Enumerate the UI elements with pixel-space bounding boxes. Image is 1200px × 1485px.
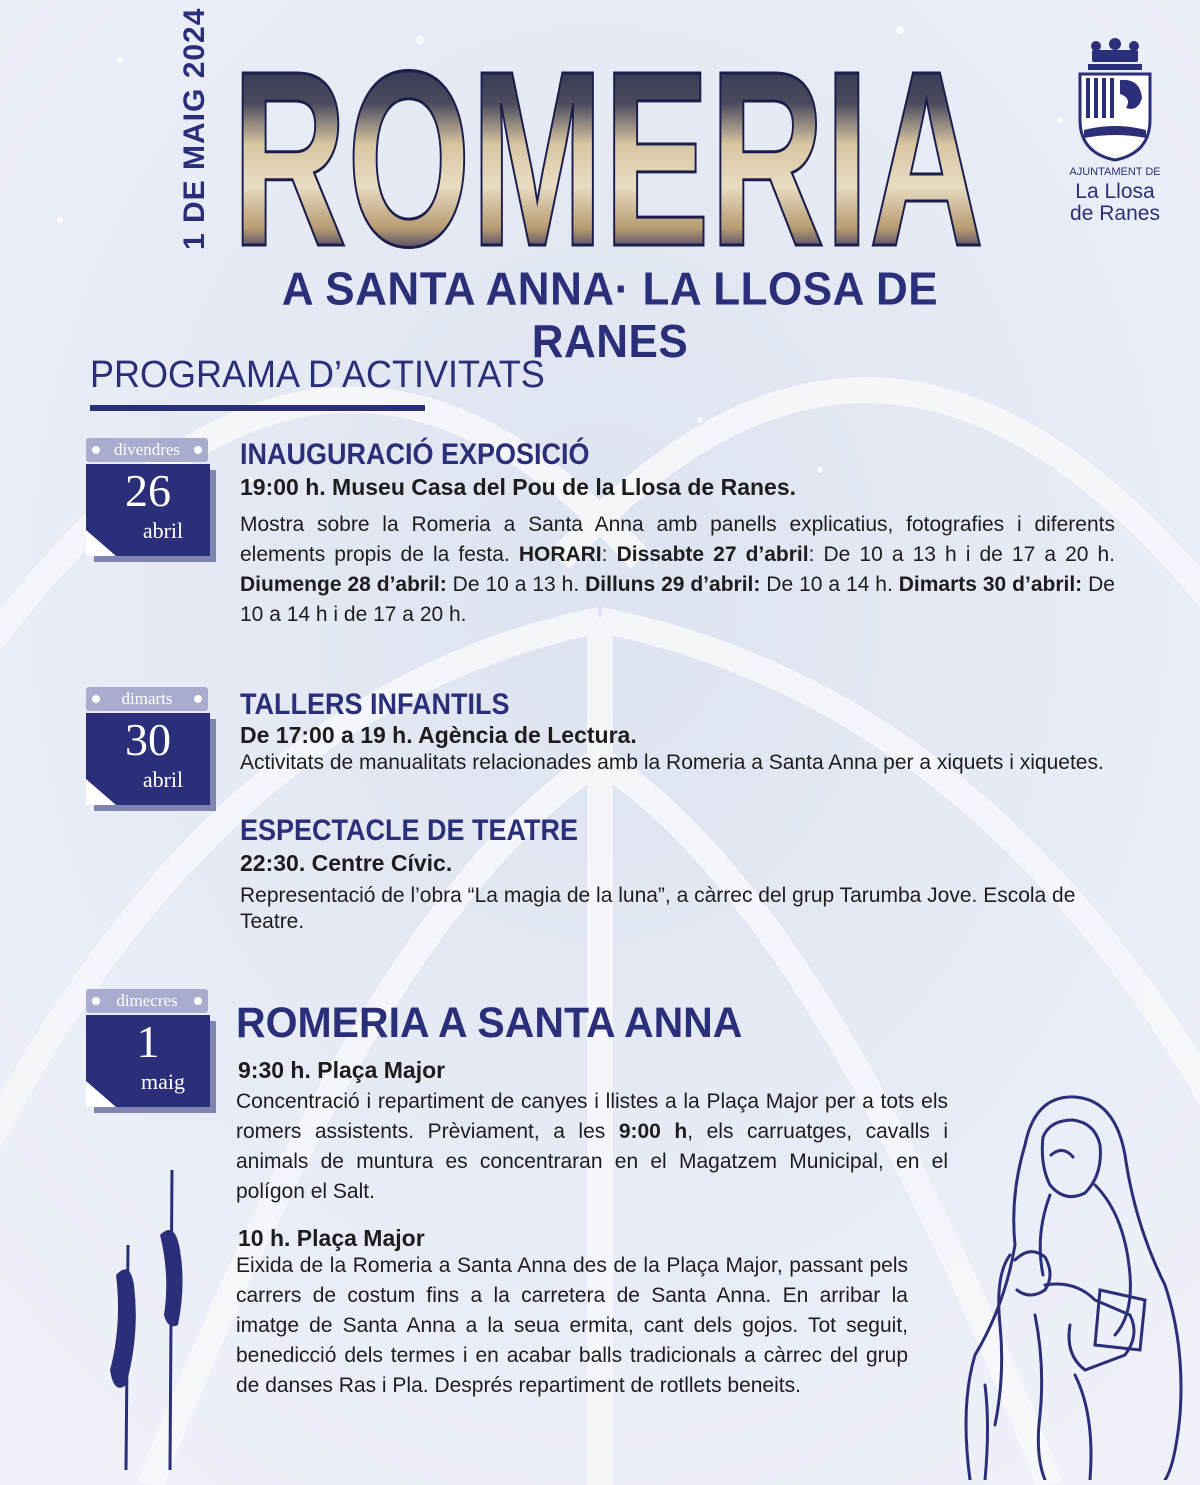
event-heading-main: ROMERIA A SANTA ANNA [236, 998, 743, 1047]
title-graphic [228, 40, 988, 255]
subtitle: A SANTA ANNA· LA LLOSA DE RANES [281, 263, 939, 368]
month: abril [142, 518, 184, 543]
section-title: PROGRAMA D’ACTIVITATS [90, 352, 545, 396]
event-heading: ESPECTACLE DE TEATRE [240, 814, 579, 847]
event-time-place: 10 h. Plaça Major [238, 1225, 425, 1251]
month: abril [142, 767, 184, 792]
event-description: Activitats de manualitats relacionades amb la Romeria a Santa Anna per a xiquets i xiquetes. [240, 751, 1104, 774]
day-number: 26 [125, 465, 171, 516]
calendar-tab [86, 989, 208, 1013]
santa-anna-illustration [955, 1085, 1190, 1480]
vertical-date: 1 DE MAIG 2024 [178, 7, 211, 250]
calendar-day2 [86, 687, 216, 812]
event-heading: TALLERS INFANTILS [240, 688, 510, 721]
event-description: Representació de l’obra “La magia de la luna”, a càrrec del grup Tarumba Jove. Escola de Teatre. [240, 884, 1076, 933]
coat-of-arms-icon [1050, 38, 1180, 163]
logo-line1: AJUNTAMENT DE [1069, 166, 1161, 178]
canes-illustration [100, 1165, 210, 1475]
day-number: 30 [125, 714, 171, 765]
weekday: divendres [113, 440, 181, 459]
event-time-place: De 17:00 a 19 h. Agència de Lectura. [240, 722, 637, 748]
event-description: Mostra sobre la Romeria a Santa Anna amb panells explicatius, fotografies i diferents elements propis de la festa. HORARI: Dissabte 27 d’abril: De 10 a 13 h i de 17 a 20 h. Diumenge 28 d’abril: De 10 a 13 h. Dilluns 29 d’abril: De 10 a 14 h. Dimarts 30 d’abril: De 10 a 14 h i de 17 a 20 h. [240, 513, 1116, 626]
event-time-place: 9:30 h. Plaça Major [238, 1057, 446, 1083]
month: maig [141, 1069, 185, 1094]
weekday: dimarts [121, 689, 173, 708]
event-heading: INAUGURACIÓ EXPOSICIÓ [240, 438, 590, 471]
calendar-day1 [86, 438, 216, 563]
calendar-tab [86, 687, 208, 711]
logo-line3: de Ranes [1070, 202, 1160, 225]
section-divider [90, 405, 425, 411]
event-description: Eixida de la Romeria a Santa Anna des de la Plaça Major, passant pels carrers de costum fins a la carretera de Santa Anna. En arribar la imatge de Santa Anna a la seua ermita, cant dels gojos. Tot seguit, benedicció dels termes i en acabar balls tradicionals a càrrec del grup de danses Ras i Pla. Després repartiment de rotllets beneits. [236, 1254, 908, 1397]
day-number: 1 [136, 1016, 160, 1067]
event-time-place: 22:30. Centre Cívic. [240, 850, 453, 876]
title-text: ROMERIA [232, 40, 984, 255]
event-time-place: 19:00 h. Museu Casa del Pou de la Llosa de Ranes. [240, 474, 797, 500]
calendar-tab [86, 438, 208, 462]
town-logo [1050, 38, 1180, 228]
event-description: Concentració i repartiment de canyes i llistes a la Plaça Major per a tots els romers assistents. Prèviament, a les 9:00 h, els carruatges, cavalls i animals de muntura es concentraran en el Magatzem Municipal, en el polígon el Salt. [236, 1090, 948, 1203]
weekday: dimecres [116, 991, 178, 1010]
calendar-day3 [86, 989, 216, 1114]
logo-line2: La Llosa [1075, 180, 1155, 203]
